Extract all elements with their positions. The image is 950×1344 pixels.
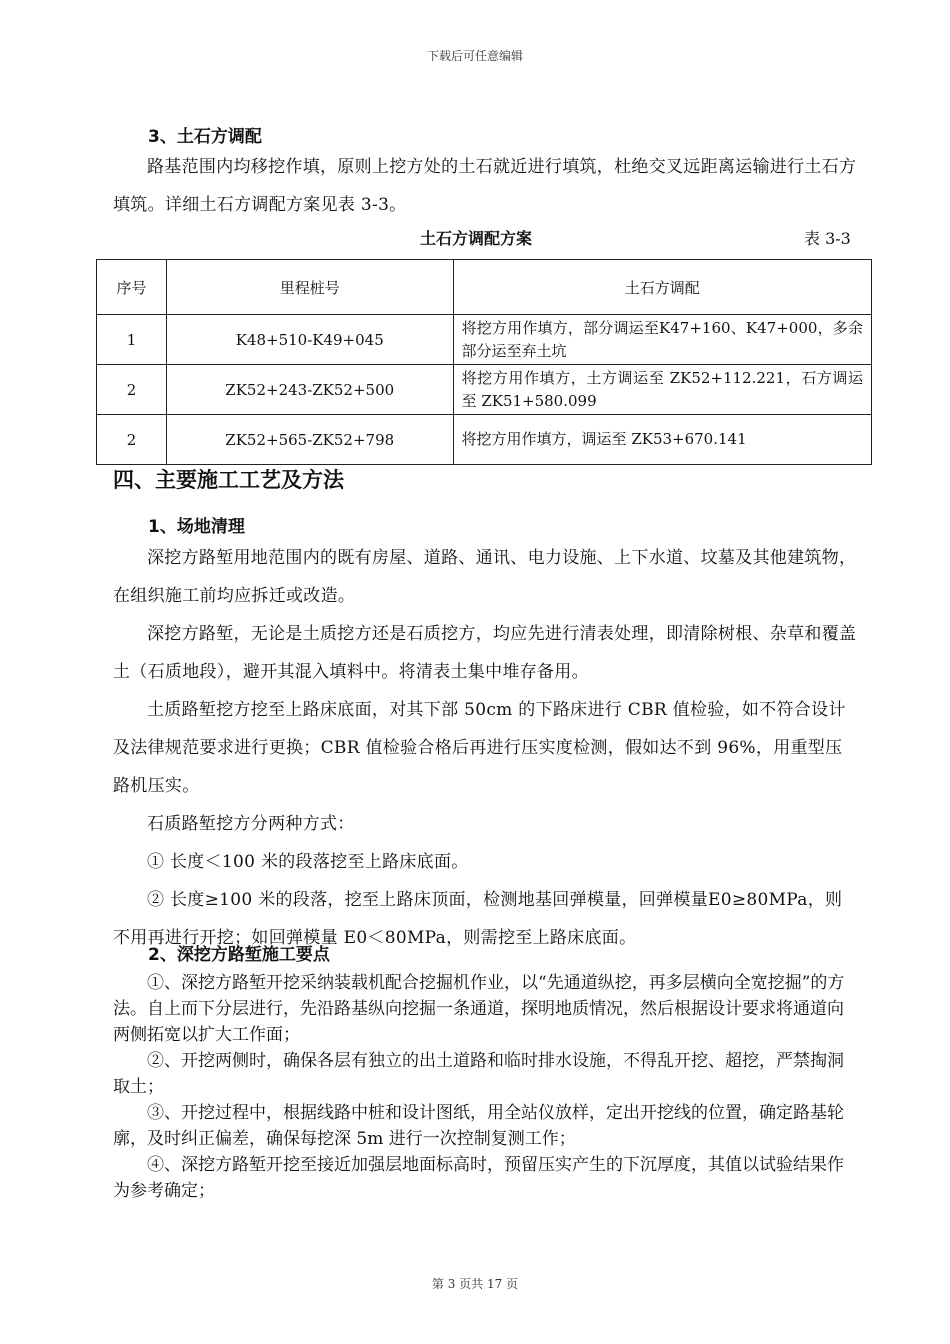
list-item: ①、深挖方路堑开挖采纳装载机配合挖掘机作业，以“先通道纵挖，再多层横向全宽挖掘”的方法。自上而下分层进行，先沿路基纵向挖掘一条通道，探明地质情况，然后根据设计要求将通道向两侧拓宽以扩大工作面；	[113, 973, 845, 1045]
site-clearing-body	[113, 539, 858, 957]
paragraph-text: ② 长度≥100 米的段落，挖至上路床顶面，检测地基回弹模量，回弹模量E0≥80MPa，则不用再进行开挖；如回弹模量 E0＜80MPa，则需挖至上路床底面。	[113, 890, 843, 948]
cell-station: ZK52+243-ZK52+500	[166, 365, 453, 415]
paragraph-text: ① 长度＜100 米的段落挖至上路床底面。	[147, 852, 469, 872]
page-footer: 第 3 页共 17 页	[431, 1277, 519, 1291]
subsection-heading-site-clearing: 1、场地清理	[148, 517, 245, 537]
cell-allocation: 将挖方用作填方，土方调运至 ZK52+112.221，石方调运至 ZK51+580.099	[453, 365, 871, 415]
header-allocation: 土石方调配	[453, 260, 871, 315]
paragraph-text: 深挖方路堑，无论是土质挖方还是石质挖方，均应先进行清表处理，即清除树根、杂草和覆盖土（石质地段），避开其混入填料中。将清表土集中堆存备用。	[113, 624, 857, 682]
page-header: 下载后可任意编辑	[426, 49, 523, 63]
subsection-heading-key-points: 2、深挖方路堑施工要点	[148, 945, 330, 965]
key-points-list	[113, 970, 858, 1204]
paragraph-text: 路基范围内均移挖作填，原则上挖方处的土石就近进行填筑，杜绝交叉远距离运输进行土石方填筑。详细土石方调配方案见表 3-3。	[113, 157, 857, 215]
table-row	[97, 315, 872, 365]
table-title: 土石方调配方案	[420, 229, 533, 248]
cell-allocation: 将挖方用作填方，调运至 ZK53+670.141	[453, 415, 871, 465]
table-number: 表 3-3	[804, 229, 851, 248]
cell-station: ZK52+565-ZK52+798	[166, 415, 453, 465]
cell-station: K48+510-K49+045	[166, 315, 453, 365]
cell-no: 1	[97, 315, 167, 365]
table-header-row	[97, 260, 872, 315]
earthwork-table	[96, 259, 872, 465]
paragraph-text: 深挖方路堑用地范围内的既有房屋、道路、通讯、电力设施、上下水道、坟墓及其他建筑物，在组织施工前均应拆迁或改造。	[113, 548, 857, 606]
header-no: 序号	[97, 260, 167, 315]
table-row	[97, 415, 872, 465]
earthwork-paragraph	[113, 148, 858, 224]
paragraph-text: 土质路堑挖方挖至上路床底面，对其下部 50cm 的下路床进行 CBR 值检验，如不符合设计及法律规范要求进行更换；CBR 值检验合格后再进行压实度检测，假如达不到 96%，用重型压路机压实。	[113, 700, 846, 796]
section-heading-earthwork: 3、土石方调配	[148, 127, 262, 147]
chapter-heading: 四、主要施工工艺及方法	[113, 468, 344, 492]
header-station: 里程桩号	[166, 260, 453, 315]
list-item: ②、开挖两侧时，确保各层有独立的出土道路和临时排水设施，不得乱开挖、超挖，严禁掏洞取土；	[113, 1051, 844, 1097]
paragraph-text: 石质路堑挖方分两种方式：	[147, 814, 355, 834]
cell-allocation: 将挖方用作填方，部分调运至K47+160、K47+000，多余部分运至弃土坑	[453, 315, 871, 365]
table-row	[97, 365, 872, 415]
cell-no: 2	[97, 415, 167, 465]
cell-no: 2	[97, 365, 167, 415]
list-item: ④、深挖方路堑开挖至接近加强层地面标高时，预留压实产生的下沉厚度，其值以试验结果作为参考确定；	[113, 1155, 844, 1201]
list-item: ③、开挖过程中，根据线路中桩和设计图纸，用全站仪放样，定出开挖线的位置，确定路基轮廓，及时纠正偏差，确保每挖深 5m 进行一次控制复测工作；	[113, 1103, 844, 1149]
